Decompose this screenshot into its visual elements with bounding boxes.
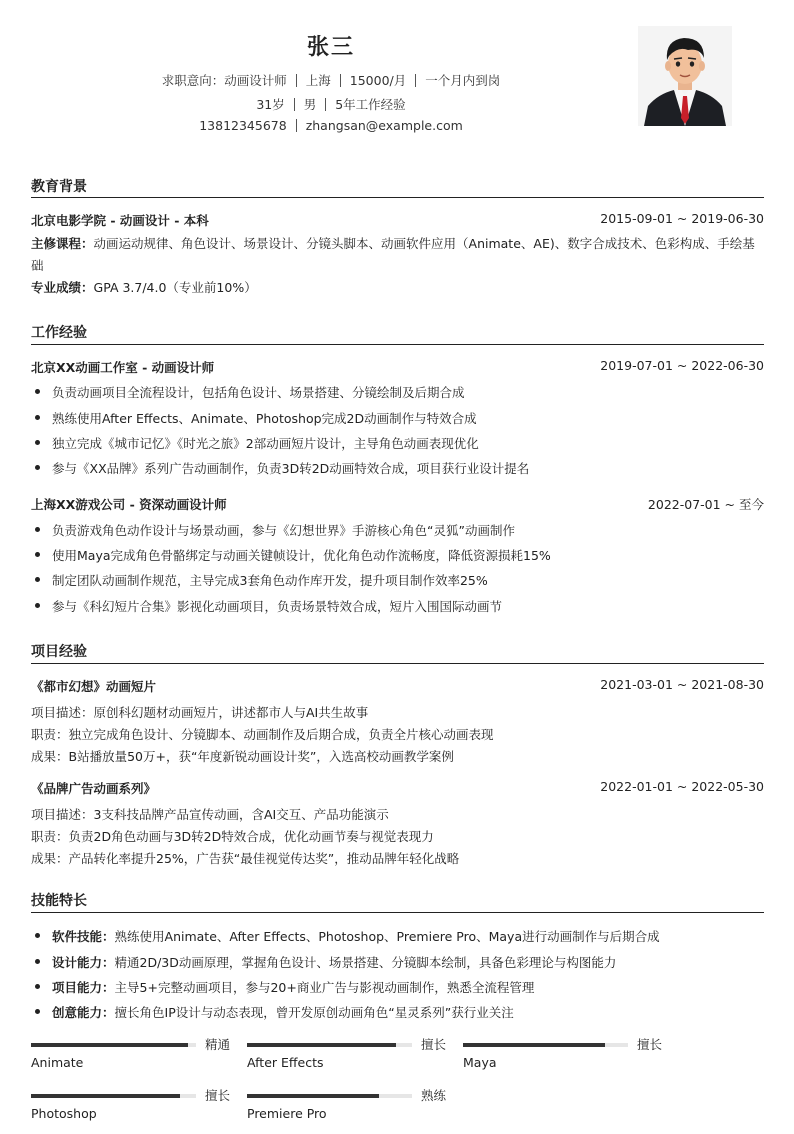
skill-bar-track [247, 1094, 412, 1098]
skill-bullet-content [52, 1003, 514, 1021]
courses-label: 主修课程： [31, 236, 94, 251]
section-divider [31, 197, 764, 198]
project-duty: 职责：独立完成角色设计、分镜脚本、动画制作及后期合成，负责全片核心动画表现 [31, 727, 494, 742]
education-entry [31, 211, 764, 229]
project-date: 2021-03-01 ~ 2021-08-30 [600, 677, 764, 692]
skill-bar-track [463, 1043, 628, 1047]
bullet-dot [35, 415, 40, 420]
project-duty: 职责：负责2D角色动画与3D转2D特效合成，优化动画节奏与视觉表现力 [31, 829, 434, 844]
job-date: 2022-07-01 ~ 至今 [647, 497, 764, 512]
avatar-illustration [638, 26, 732, 126]
skill-bullet-content [52, 953, 616, 971]
education-school: 北京电影学院 - 动画设计 - 本科 [31, 213, 209, 228]
project-header [31, 779, 764, 797]
projects-section-title: 项目经验 [31, 644, 87, 660]
skill-level: 熟练 [421, 1088, 447, 1103]
contact-line [0, 118, 662, 133]
skill-name: Maya [463, 1055, 497, 1070]
job-bullet-text: 参与《科幻短片合集》影视化动画项目，负责场景特效合成，短片入围国际动画节 [52, 599, 503, 614]
project-header [31, 677, 764, 695]
skill-name: After Effects [247, 1055, 324, 1070]
personal-info-line [0, 95, 662, 113]
age: 31岁 [256, 97, 285, 112]
job-header [31, 358, 764, 376]
section-divider [31, 344, 764, 345]
bullet-dot [35, 577, 40, 582]
education-section-title: 教育背景 [31, 179, 87, 195]
bullet-dot [35, 465, 40, 470]
bullet-dot [35, 1009, 40, 1014]
project-result: 成果：产品转化率提升25%，广告获“最佳视觉传达奖”，推动品牌年轻化战略 [31, 851, 460, 866]
skill-bar-track [31, 1043, 196, 1047]
job-bullet-text: 熟练使用After Effects、Animate、Photoshop完成2D动画制作与特效合成 [52, 411, 477, 426]
skill-level: 擅长 [205, 1088, 231, 1103]
job-bullet-text: 负责游戏角色动作设计与场景动画，参与《幻想世界》手游核心角色“灵狐”动画制作 [52, 523, 515, 538]
intent-label: 求职意向： [161, 73, 225, 88]
skill-name: Animate [31, 1055, 84, 1070]
project-description: 项目描述：3支科技品牌产品宣传动画，含AI交互、产品功能演示 [31, 807, 389, 822]
skill-text: 熟练使用Animate、After Effects、Photoshop、Premiere Pro、Maya进行动画制作与后期合成 [114, 929, 660, 944]
email: zhangsan@example.com [305, 118, 463, 133]
bullet-dot [35, 440, 40, 445]
skill-level: 精通 [205, 1037, 231, 1052]
skill-text: 精通2D/3D动画原理，掌握角色设计、场景搭建、分镜脚本绘制，具备色彩理论与构图能力 [114, 955, 617, 970]
job-company: 上海XX游戏公司 - 资深动画设计师 [31, 497, 227, 512]
skill-label: 软件技能： [52, 929, 115, 944]
skill-name: Photoshop [31, 1106, 97, 1121]
skill-bar [247, 1088, 447, 1134]
intent-job: 动画设计师 [224, 73, 287, 88]
skill-label: 设计能力： [52, 955, 115, 970]
skill-name: Premiere Pro [247, 1106, 327, 1121]
courses-text: 动画运动规律、角色设计、场景设计、分镜头脚本、动画软件应用（Animate、AE)、数字合成技术、色彩构成、手绘基础 [31, 236, 755, 273]
bullet-dot [35, 389, 40, 394]
skill-bar [463, 1037, 663, 1083]
education-date: 2015-09-01 ~ 2019-06-30 [600, 211, 764, 226]
skill-bar-fill [31, 1043, 188, 1047]
job-company: 北京XX动画工作室 - 动画设计师 [31, 360, 215, 375]
skill-text: 主导5+完整动画项目，参与20+商业广告与影视动画制作，熟悉全流程管理 [114, 980, 535, 995]
gender: 男 [303, 97, 317, 112]
skill-bar [31, 1088, 231, 1134]
project-name: 《都市幻想》动画短片 [31, 679, 157, 694]
intent-salary: 15000/月 [349, 73, 407, 88]
skill-text: 擅长角色IP设计与动态表现，曾开发原创动画角色“星灵系列”获行业关注 [114, 1005, 514, 1020]
skill-bar-track [247, 1043, 412, 1047]
job-bullet-text: 参与《XX品牌》系列广告动画制作，负责3D转2D动画特效合成，项目获行业设计提名 [52, 461, 530, 476]
profile-photo [638, 26, 732, 126]
work-section-title: 工作经验 [31, 325, 87, 341]
skill-bar-fill [463, 1043, 605, 1047]
skill-level: 擅长 [637, 1037, 663, 1052]
project-description: 项目描述：原创科幻题材动画短片，讲述都市人与AI共生故事 [31, 705, 369, 720]
bullet-dot [35, 603, 40, 608]
intent-availability: 一个月内到岗 [425, 73, 501, 88]
grade-label: 专业成绩： [31, 280, 94, 295]
education-courses [31, 233, 764, 277]
education-grade [31, 277, 764, 299]
skill-bullet-content [52, 927, 660, 945]
skill-bar-fill [31, 1094, 180, 1098]
bullet-dot [35, 527, 40, 532]
skill-bar [31, 1037, 231, 1083]
skill-label: 项目能力： [52, 980, 115, 995]
project-name: 《品牌广告动画系列》 [31, 781, 157, 796]
job-date: 2019-07-01 ~ 2022-06-30 [600, 358, 764, 373]
grade-text: GPA 3.7/4.0（专业前10%） [93, 280, 257, 295]
project-result: 成果：B站播放量50万+，获“年度新锐动画设计奖”，入选高校动画教学案例 [31, 749, 454, 764]
skills-section-title: 技能特长 [31, 893, 87, 909]
job-bullet-text: 独立完成《城市记忆》《时光之旅》2部动画短片设计，主导角色动画表现优化 [52, 436, 479, 451]
phone: 13812345678 [199, 118, 287, 133]
bullet-dot [35, 984, 40, 989]
divider [415, 74, 416, 87]
divider [294, 98, 295, 111]
candidate-name: 张三 [306, 35, 355, 60]
skill-bullet-content [52, 978, 534, 996]
skill-bar-track [31, 1094, 196, 1098]
divider [325, 98, 326, 111]
job-bullet-text: 负责动画项目全流程设计，包括角色设计、场景搭建、分镜绘制及后期合成 [52, 385, 465, 400]
divider [340, 74, 341, 87]
experience-years: 5年工作经验 [335, 97, 406, 112]
job-bullet-text: 制定团队动画制作规范，主导完成3套角色动作库开发，提升项目制作效率25% [52, 573, 488, 588]
job-bullet-text: 使用Maya完成角色骨骼绑定与动画关键帧设计，优化角色动作流畅度，降低资源损耗15% [52, 548, 551, 563]
project-date: 2022-01-01 ~ 2022-05-30 [600, 779, 764, 794]
section-divider [31, 663, 764, 664]
skill-bar [247, 1037, 447, 1083]
skill-bar-fill [247, 1094, 379, 1098]
divider [296, 119, 297, 132]
job-header [31, 495, 764, 513]
divider [296, 74, 297, 87]
bullet-dot [35, 959, 40, 964]
resume-header [0, 0, 794, 150]
skill-label: 创意能力： [52, 1005, 115, 1020]
intent-city: 上海 [305, 73, 331, 88]
skill-level: 擅长 [421, 1037, 447, 1052]
skill-bar-fill [247, 1043, 396, 1047]
job-intent-line [0, 71, 662, 89]
bullet-dot [35, 933, 40, 938]
bullet-dot [35, 552, 40, 557]
section-divider [31, 912, 764, 913]
